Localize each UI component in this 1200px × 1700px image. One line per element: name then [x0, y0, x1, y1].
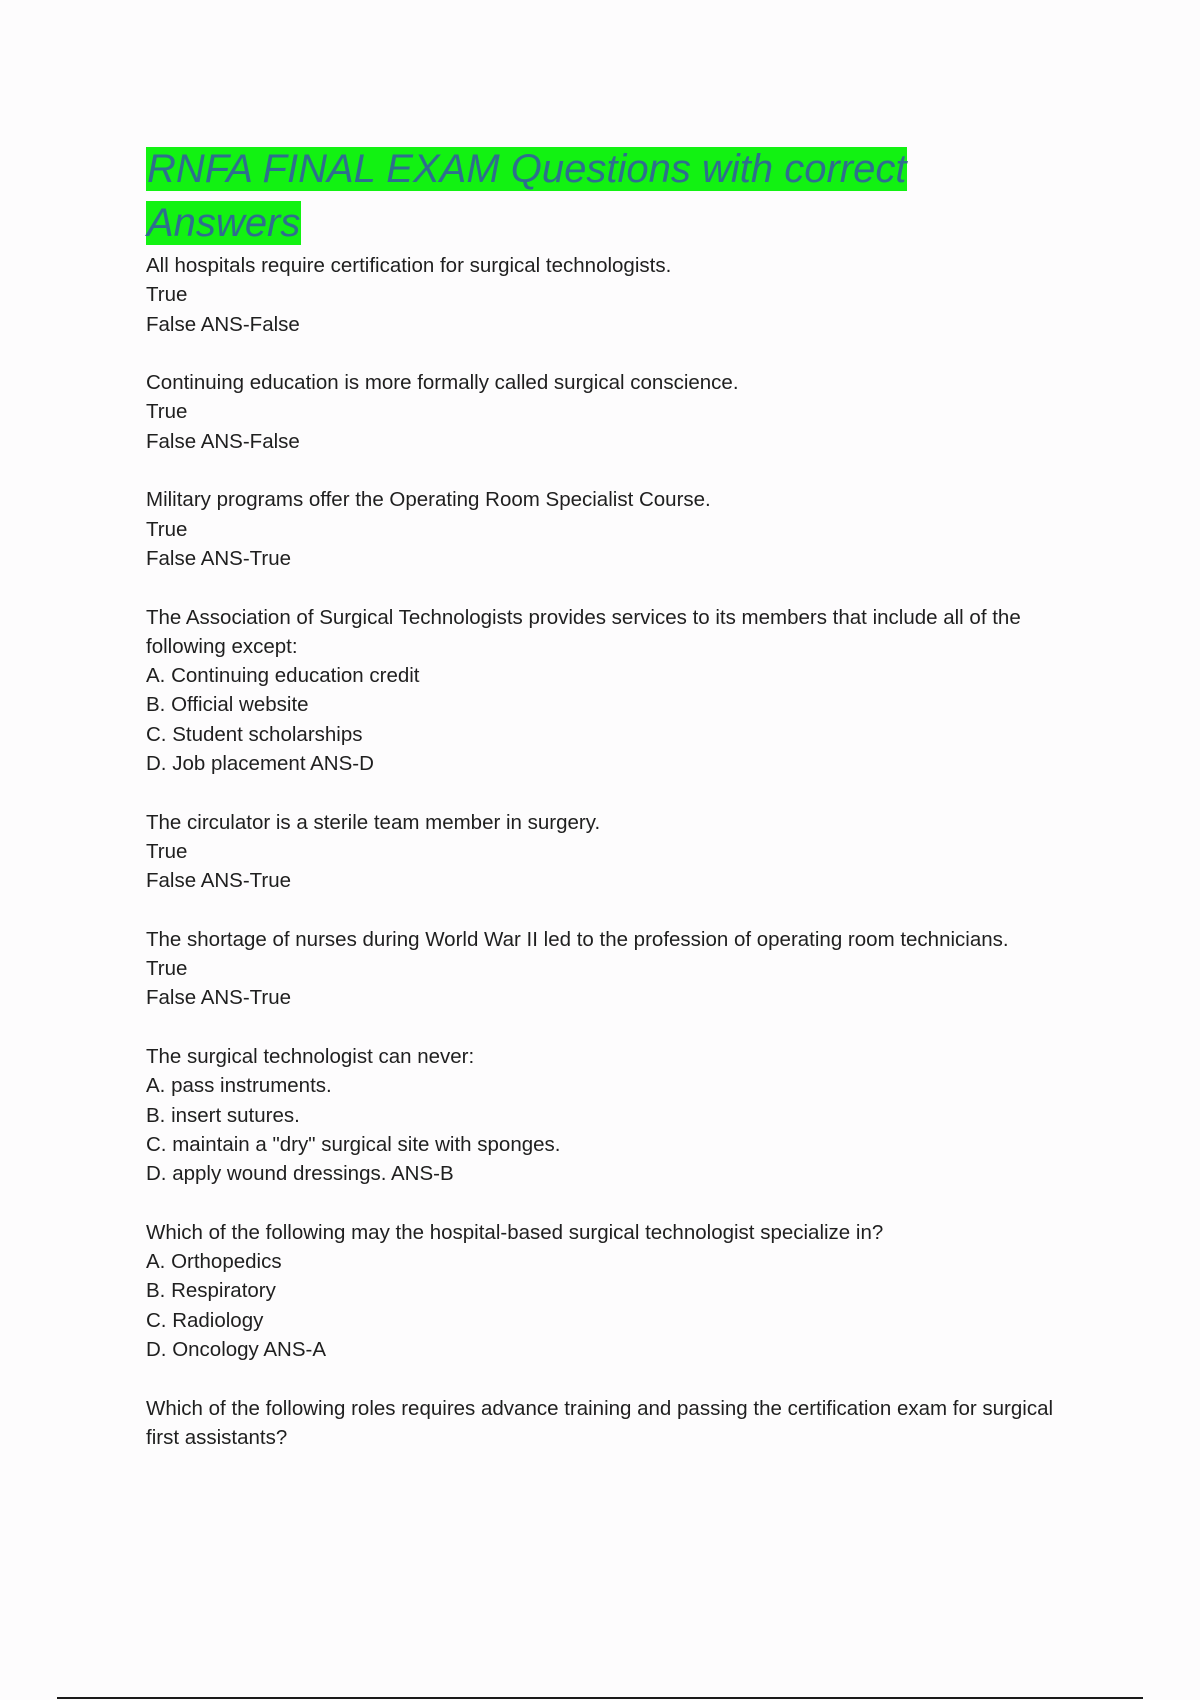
- question-block: [146, 808, 1086, 896]
- page-bottom-rule: [57, 1697, 1143, 1699]
- question-block: [146, 1394, 1086, 1453]
- answer-option: True: [146, 400, 188, 424]
- answer-option: A. Orthopedics: [146, 1250, 282, 1274]
- answer-option: True: [146, 283, 188, 307]
- answer-option: C. Radiology: [146, 1308, 264, 1332]
- answer-option: True: [146, 957, 188, 981]
- page-title-highlight: RNFA FINAL EXAM Questions with correct Answers: [147, 147, 907, 245]
- answer-option: True: [146, 517, 188, 541]
- question-prompt: Which of the following roles requires advance training and passing the certification exam for surgical first assistants?: [146, 1396, 1059, 1449]
- answer-option: A. Continuing education credit: [146, 664, 420, 688]
- question-prompt: The circulator is a sterile team member in surgery.: [146, 810, 601, 834]
- page-title: [146, 142, 976, 250]
- question-prompt: Military programs offer the Operating Room Specialist Course.: [146, 488, 711, 512]
- answer-option: B. Respiratory: [146, 1279, 276, 1303]
- answer-option: D. apply wound dressings. ANS-B: [146, 1162, 454, 1186]
- question-block: [146, 368, 1086, 456]
- question-prompt: Which of the following may the hospital-based surgical technologist specialize in?: [146, 1220, 884, 1244]
- answer-option: True: [146, 839, 188, 863]
- question-prompt: The shortage of nurses during World War II led to the profession of operating room technicians.: [146, 927, 1009, 951]
- answer-option: D. Job placement ANS-D: [146, 752, 374, 776]
- answer-option: False ANS-False: [146, 312, 300, 336]
- question-prompt: Continuing education is more formally called surgical conscience.: [146, 371, 739, 395]
- answer-option: C. maintain a "dry" surgical site with sponges.: [146, 1132, 561, 1156]
- answer-option: False ANS-True: [146, 869, 292, 893]
- question-block: [146, 1042, 1086, 1188]
- question-list: [146, 251, 1086, 1481]
- question-prompt: The surgical technologist can never:: [146, 1045, 475, 1069]
- question-block: [146, 925, 1086, 1013]
- answer-option: False ANS-True: [146, 546, 292, 570]
- question-block: [146, 1218, 1086, 1364]
- question-block: [146, 603, 1086, 779]
- answer-option: False ANS-False: [146, 429, 300, 453]
- answer-option: D. Oncology ANS-A: [146, 1337, 327, 1361]
- answer-option: C. Student scholarships: [146, 722, 363, 746]
- answer-option: A. pass instruments.: [146, 1074, 332, 1098]
- answer-option: False ANS-True: [146, 986, 292, 1010]
- question-prompt: The Association of Surgical Technologists provides services to its members that include all of the following except:: [146, 605, 1027, 658]
- question-prompt: All hospitals require certification for surgical technologists.: [146, 254, 672, 277]
- answer-option: B. Official website: [146, 693, 309, 717]
- question-block: [146, 251, 1086, 339]
- question-block: [146, 485, 1086, 573]
- answer-option: B. insert sutures.: [146, 1103, 300, 1127]
